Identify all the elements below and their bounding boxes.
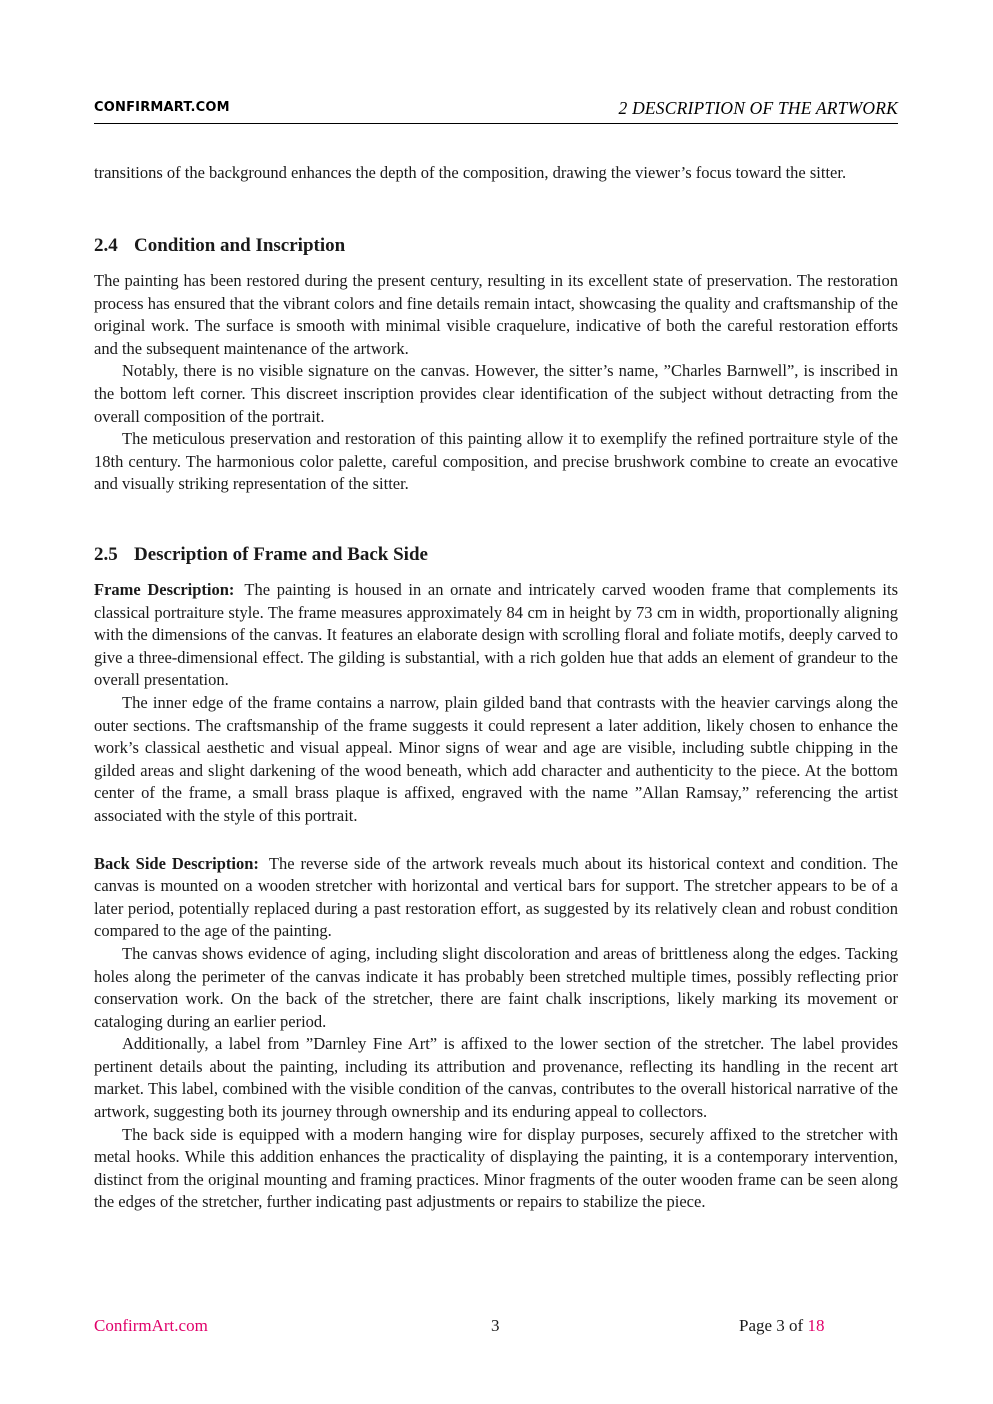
footer-site-link[interactable]: ConfirmArt.com: [94, 1316, 208, 1335]
section-running-title: 2 DESCRIPTION OF THE ARTWORK: [618, 98, 898, 118]
paragraph: The back side is equipped with a modern hanging wire for display purposes, securely affixed to the stretcher with metal hooks. While this addition enhances the practicality of displaying the painting, it is a contemporary intervention, distinct from the original mounting and framing practices. Minor fragments of the outer wooden frame can be seen along the edges of the stretcher, further indicating past adjustments or repairs to stabilize the piece.: [94, 1124, 898, 1212]
paragraph: Additionally, a label from ”Darnley Fine Art” is affixed to the lower section of the stretcher. The label provides pertinent details about the painting, including its attribution and provenance, reflecting its handling in the recent art market. This label, combined with the visible condition of the canvas, contributes to the overall historical narrative of the artwork, suggesting both its journey through ownership and its enduring appeal to collectors.: [94, 1034, 898, 1122]
paragraph: The canvas shows evidence of aging, including slight discoloration and areas of brittleness along the edges. Tacking holes along the perimeter of the canvas indicate it has probably been stretched multiple times, possibly reflecting prior conservation work. On the back of the stretcher, there are faint chalk inscriptions, likely marking its movement or cataloging during an earlier period.: [94, 943, 898, 1031]
intro-paragraph: transitions of the background enhances the depth of the composition, drawing the viewer’s focus toward the sitter.: [94, 163, 847, 182]
section-number: 2.5: [94, 544, 118, 565]
paragraph: The painting has been restored during the present century, resulting in its excellent state of preservation. The restoration process has ensured that the vibrant colors and fine details remain intact, showcasing the quality and craftsmanship of the original work. The surface is smooth with minimal visible craquelure, indicative of both the careful restoration efforts and the subsequent maintenance of the artwork.: [94, 271, 898, 358]
page-count-label: Page 3 of: [739, 1316, 808, 1335]
footer-page-count: [739, 1316, 824, 1336]
back-side-description-label: Back Side Description:: [94, 853, 259, 873]
intro-block: [94, 162, 898, 185]
paragraph: The meticulous preservation and restoration of this painting allow it to exemplify the refined portraiture style of the 18th century. The harmonious color palette, careful composition, and precise brushwork combine to create an evocative and visually striking representation of the sitter.: [94, 429, 898, 494]
running-header: [94, 95, 898, 124]
back-side-description-paragraph: [94, 853, 898, 943]
section-title: Condition and Inscription: [134, 235, 346, 256]
section-2-4-heading: [94, 234, 898, 258]
paragraph: Notably, there is no visible signature on the canvas. However, the sitter’s name, ”Charles Barnwell”, is inscribed in the bottom left corner. This discreet inscription provides clear identification of the subject without detracting from the overall composition of the portrait.: [94, 361, 898, 426]
section-number: 2.4: [94, 235, 118, 256]
paragraph-text: The reverse side of the artwork reveals much about its historical context and condition. The canvas is mounted on a wooden stretcher with horizontal and vertical bars for support. The stretcher appears to be of a later period, potentially replaced during a past restoration effort, as suggested by its relatively clean and robust condition compared to the age of the painting.: [94, 853, 899, 941]
total-pages-link[interactable]: 18: [807, 1316, 825, 1335]
section-2-5-heading: [94, 543, 898, 567]
footer-page-number: 3: [491, 1316, 500, 1335]
frame-description-label: Frame Description:: [94, 580, 235, 599]
site-logo: CONFIRMART.COM: [94, 100, 230, 115]
frame-description-paragraph: [94, 579, 898, 692]
section-2-4: [94, 234, 898, 496]
page-footer: [94, 1316, 898, 1338]
section-2-5: [94, 543, 898, 1214]
paragraph: The inner edge of the frame contains a narrow, plain gilded band that contrasts with the heavier carvings along the outer sections. The craftsmanship of the frame suggests it could represent a later addition, likely chosen to enhance the work’s classical aesthetic and visual appeal. Minor signs of wear and age are visible, including subtle chipping in the gilded areas and slight darkening of the wood beneath, which add character and authenticity to the piece. At the bottom center of the frame, a small brass plaque is affixed, engraved with the name ”Allan Ramsay,” referencing the artist associated with the style of this portrait.: [94, 692, 898, 825]
section-title: Description of Frame and Back Side: [134, 544, 428, 565]
paragraph-text: The painting is housed in an ornate and intricately carved wooden frame that complements its classical portraiture style. The frame measures approximately 84 cm in height by 73 cm in width, proportionally aligning with the dimensions of the canvas. It features an elaborate design with scrolling floral and foliate motifs, deeply carved to give a three-dimensional effect. The gilding is substantial, with a rich golden hue that adds an element of grandeur to the overall presentation.: [94, 580, 898, 690]
